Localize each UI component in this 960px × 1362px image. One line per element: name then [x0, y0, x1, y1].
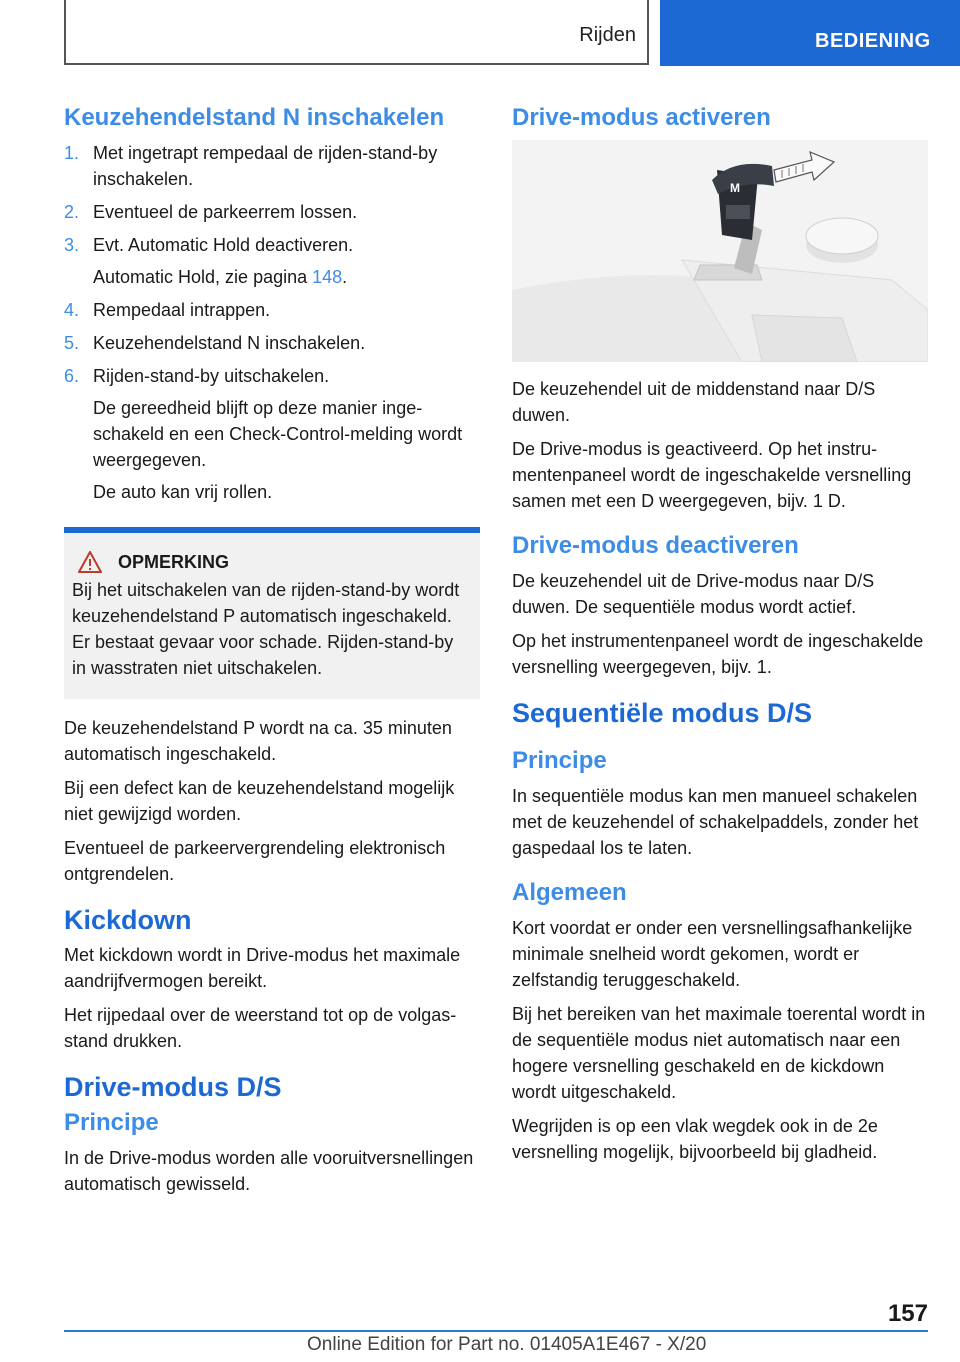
paragraph: De keuzehendelstand P wordt na ca. 35 minuten automatisch ingeschakeld.	[64, 718, 452, 764]
heading-sequential-mode: Sequentiële modus D/S	[512, 698, 813, 728]
notice-box	[64, 527, 480, 699]
list-item: 6. Rijden-stand-by uitschakelen. De gereedheid blijft op deze manier ingeschakeld en een Check-Control-melding wordt weergegeven. De auto kan vrij rollen.	[64, 366, 463, 502]
heading-algemeen: Algemeen	[512, 879, 627, 906]
m-badge: M	[730, 181, 740, 195]
paragraph: Wegrijden is op een vlak wegdek ook in de 2e versnelling mogelijk, bijvoorbeeld bij gladheid.	[512, 1116, 878, 1162]
list-item: 2. Eventueel de parkeerrem lossen.	[64, 202, 358, 222]
paragraph: Eventueel de parkeervergrendeling elektronisch ontgrendelen.	[64, 838, 446, 884]
page-link[interactable]: 148	[312, 267, 343, 287]
paragraph: Met kickdown wordt in Drive-modus het maximale aandrijfvermogen bereikt.	[64, 945, 461, 991]
paragraph: De keuzehendel uit de middenstand naar D/S duwen.	[512, 379, 876, 425]
steps-list	[64, 140, 480, 505]
header-chapter-tab[interactable]: BEDIENING	[660, 0, 960, 66]
heading-principe: Principe	[64, 1109, 159, 1136]
paragraph: In sequentiële modus kan men manueel schakelen met de keuzehendel of schakelpaddels, zonder het gaspedaal los te laten.	[512, 786, 919, 858]
gear-lever-image	[512, 140, 928, 362]
paragraph: Op het instrumentenpaneel wordt de ingeschakelde versnelling weergegeven, bijv. 1.	[512, 631, 924, 677]
footer-divider	[64, 1330, 928, 1332]
header-section-title: Rijden	[579, 24, 636, 46]
right-column	[512, 100, 928, 1173]
warning-icon	[78, 551, 102, 573]
paragraph: Kort voordat er onder een versnellingsafhankelijke minimale snelheid wordt gekomen, wordt er zelfstandig teruggeschakeld.	[512, 918, 913, 990]
paragraph: Bij het bereiken van het maximale toerental wordt in de sequentiële modus niet automatisch naar een hogere versnelling geschakeld en de kickdown wordt uitgeschakeld.	[512, 1004, 926, 1102]
paragraph: In de Drive-modus worden alle vooruitversnellingen automatisch gewisseld.	[64, 1148, 474, 1194]
paragraph: Bij een defect kan de keuzehendelstand mogelijk niet gewijzigd worden.	[64, 778, 455, 824]
notice-text: Bij het uitschakelen van de rijden-stand-by wordt keuzehendelstand P automatisch ingeschakeld. Er bestaat gevaar voor schade. Rijden-stand-by in wasstraten niet uitschakelen.	[72, 580, 460, 678]
heading-drive-mode: Drive-modus D/S	[64, 1072, 282, 1102]
notice-title: OPMERKING	[118, 551, 230, 572]
list-item: 4. Rempedaal intrappen.	[64, 300, 271, 320]
paragraph: Het rijpedaal over de weerstand tot op de volgasstand drukken.	[64, 1005, 457, 1051]
list-item: 3. Evt. Automatic Hold deactiveren. Automatic Hold, zie pagina 148.	[64, 235, 354, 287]
list-item: 1. Met ingetrapt rempedaal de rijden-stand-by inschakelen.	[64, 143, 438, 189]
paragraph: De Drive-modus is geactiveerd. Op het instrumentenpaneel wordt de ingeschakelde versnelling samen met een D weergegeven, bijv. 1 D.	[512, 439, 912, 511]
heading-principe: Principe	[512, 747, 607, 774]
left-column	[64, 100, 480, 1205]
gear-selector-illustration	[512, 140, 928, 362]
header-frame	[64, 0, 649, 65]
heading-drive-deactivate: Drive-modus deactiveren	[512, 532, 799, 559]
page-number: 157	[887, 1300, 928, 1327]
page-header	[0, 0, 960, 66]
list-item: 5. Keuzehendelstand N inschakelen.	[64, 333, 366, 353]
notice-header	[72, 551, 472, 573]
footer-edition: Online Edition for Part no. 01405A1E467 - X/20	[307, 1334, 707, 1355]
heading-drive-activate: Drive-modus activeren	[512, 104, 771, 131]
heading-neutral: Keuzehendelstand N inschakelen	[64, 104, 445, 131]
paragraph: De keuzehendel uit de Drive-modus naar D/S duwen. De sequentiële modus wordt actief.	[512, 571, 875, 617]
heading-kickdown: Kickdown	[64, 905, 192, 935]
